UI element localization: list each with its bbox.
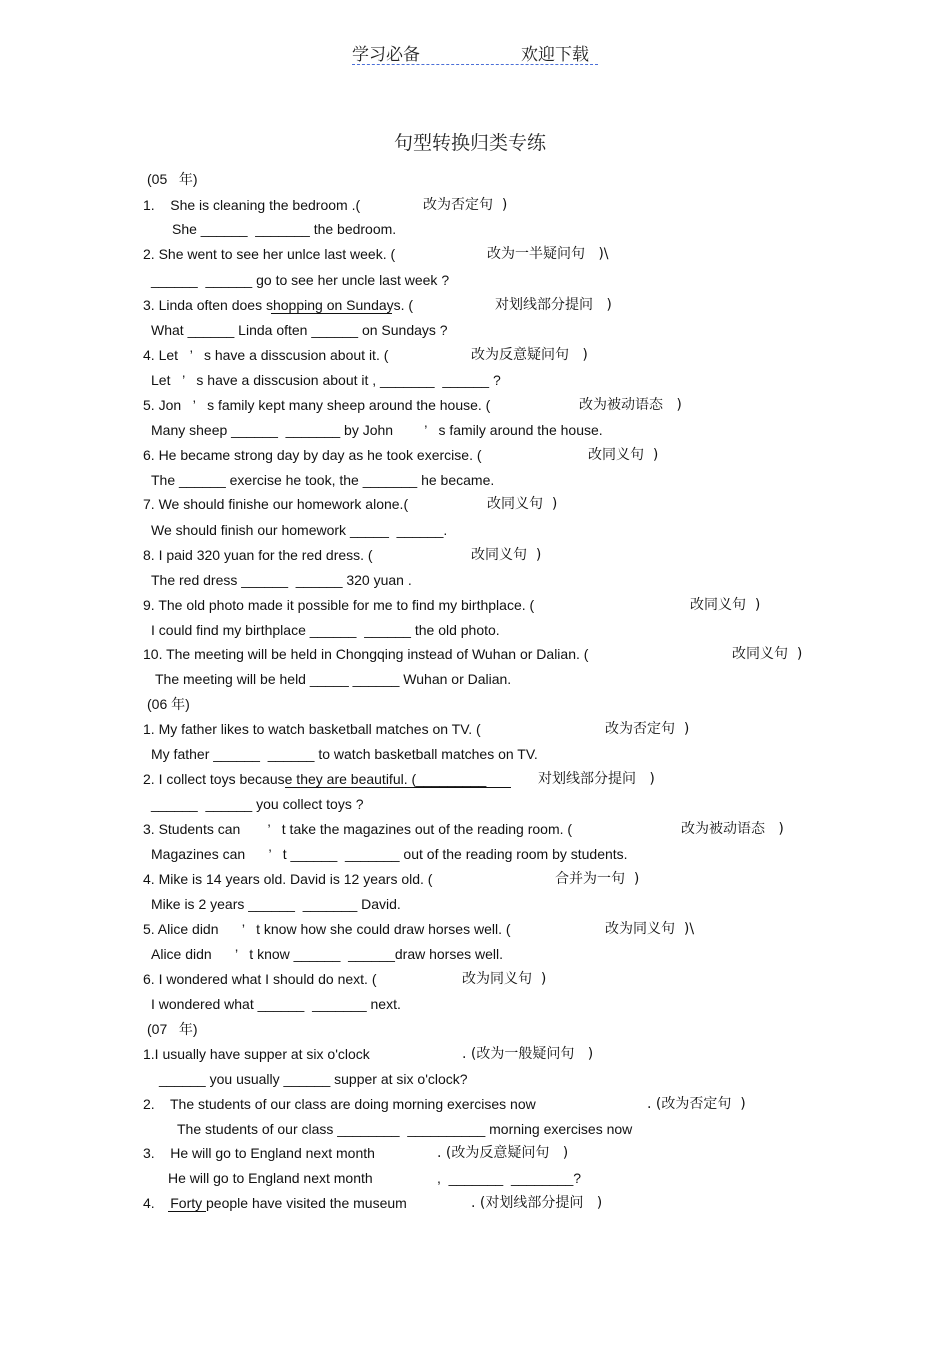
exercise-line: The red dress ______ ______ 320 yuan . xyxy=(151,572,412,588)
exercise-line: 9. The old photo made it possible for me to find my birthplace. ( xyxy=(143,597,535,613)
instruction-text: 改为同义句 )\ xyxy=(605,921,695,937)
exercise-line: 1.I usually have supper at six o'clock xyxy=(143,1046,370,1062)
exercise-line: 3. Linda often does shopping on Sundays. ( xyxy=(143,297,414,313)
exercise-line: 2. She went to see her unlce last week. ( xyxy=(143,246,396,262)
exercise-line: 3. He will go to England next month xyxy=(143,1145,375,1161)
page-title: 句型转换归类专练 xyxy=(393,132,546,154)
exercise-line: ______ you usually ______ supper at six o'clock? xyxy=(159,1071,468,1087)
instruction-text: . (对划线部分提问 ) xyxy=(471,1195,603,1211)
exercise-line: Let ’ s have a disscusion about it , _______ ______ ? xyxy=(151,372,501,388)
exercise-line: 2. The students of our class are doing morning exercises now xyxy=(143,1096,536,1112)
exercise-line: My father ______ ______ to watch basketball matches on TV. xyxy=(151,746,538,762)
exercise-line: 4. Forty people have visited the museum xyxy=(143,1195,407,1211)
exercise-line: Alice didn ’ t know ______ ______draw horses well. xyxy=(151,946,504,962)
exercise-line: Magazines can ’ t ______ _______ out of the reading room by students. xyxy=(151,846,628,862)
exercise-line: I wondered what ______ _______ next. xyxy=(151,996,401,1012)
instruction-text: 改为否定句 ) xyxy=(605,721,690,737)
header-left-text: 学习必备 xyxy=(352,45,420,65)
instruction-text: 改为被动语态 ) xyxy=(579,397,682,413)
exercise-line: We should finish our homework _____ ______. xyxy=(151,522,448,538)
exercise-line: Mike is 2 years ______ _______ David. xyxy=(151,896,401,912)
exercise-line: He will go to England next month xyxy=(168,1170,373,1186)
exercise-line: She ______ _______ the bedroom. xyxy=(172,221,397,237)
exercise-line: ______ ______ go to see her uncle last week ? xyxy=(151,272,450,288)
instruction-text: 改同义句 ) xyxy=(588,447,659,463)
instruction-text: . (改为反意疑问句 ) xyxy=(437,1145,569,1161)
exercise-line: 2. I collect toys because they are beautiful. (_________ xyxy=(143,771,487,787)
instruction-text: 对划线部分提问 ) xyxy=(538,771,655,787)
exercise-line: 10. The meeting will be held in Chongqing instead of Wuhan or Dalian. ( xyxy=(143,646,589,662)
underline-shopping-on-sundays xyxy=(271,313,392,314)
exercise-line: 6. He became strong day by day as he took exercise. ( xyxy=(143,447,482,463)
exercise-line: 4. Let ’ s have a disscusion about it. ( xyxy=(143,347,389,363)
instruction-text: 改为一半疑问句 )\ xyxy=(487,246,609,262)
exercise-line: ______ ______ you collect toys ? xyxy=(151,796,364,812)
instruction-text: 改为同义句 ) xyxy=(462,971,547,987)
exercise-line: 6. I wondered what I should do next. ( xyxy=(143,971,377,987)
exercise-line: 3. Students can ’ t take the magazines out of the reading room. ( xyxy=(143,821,573,837)
header-dashed-divider xyxy=(352,64,598,65)
underline-forty xyxy=(168,1211,206,1212)
exercise-line: (06 年) xyxy=(147,696,190,712)
instruction-text: 改为否定句 ) xyxy=(423,197,508,213)
instruction-text: 对划线部分提问 ) xyxy=(495,297,612,313)
exercise-line: 8. I paid 320 yuan for the red dress. ( xyxy=(143,547,373,563)
exercise-line: The students of our class ________ __________ morning exercises now xyxy=(177,1121,633,1137)
instruction-text: 改为被动语态 ) xyxy=(681,821,784,837)
exercise-line: 1. My father likes to watch basketball matches on TV. ( xyxy=(143,721,481,737)
instruction-text: 合并为一句 ) xyxy=(555,871,640,887)
exercise-line: What ______ Linda often ______ on Sundays ? xyxy=(151,322,448,338)
exercise-line: 5. Jon ’ s family kept many sheep around the house. ( xyxy=(143,397,491,413)
exercise-line: I could find my birthplace ______ ______ the old photo. xyxy=(151,622,500,638)
instruction-text: 改同义句 ) xyxy=(690,597,761,613)
exercise-line: (07 年) xyxy=(147,1021,198,1037)
instruction-text: 改同义句 ) xyxy=(487,496,558,512)
exercise-line: 5. Alice didn ’ t know how she could draw horses well. ( xyxy=(143,921,511,937)
instruction-text: 改同义句 ) xyxy=(732,646,803,662)
instruction-text: 改为反意疑问句 ) xyxy=(471,347,588,363)
header-right-text: 欢迎下载 xyxy=(521,45,589,65)
instruction-text: . (改为否定句 ) xyxy=(647,1096,746,1112)
exercise-line: 7. We should finishe our homework alone.( xyxy=(143,496,409,512)
instruction-text: 改同义句 ) xyxy=(471,547,542,563)
exercise-line: , _______ ________? xyxy=(437,1170,582,1186)
exercise-line: The meeting will be held _____ ______ Wuhan or Dalian. xyxy=(155,671,512,687)
underline-because-clause xyxy=(285,787,511,788)
exercise-line: The ______ exercise he took, the _______ he became. xyxy=(151,472,495,488)
instruction-text: . (改为一般疑问句 ) xyxy=(462,1046,594,1062)
exercise-line: 1. She is cleaning the bedroom .( xyxy=(143,197,361,213)
exercise-line: (05 年) xyxy=(147,171,198,187)
exercise-line: Many sheep ______ _______ by John ’ s family around the house. xyxy=(151,422,603,438)
exercise-line: 4. Mike is 14 years old. David is 12 years old. ( xyxy=(143,871,433,887)
